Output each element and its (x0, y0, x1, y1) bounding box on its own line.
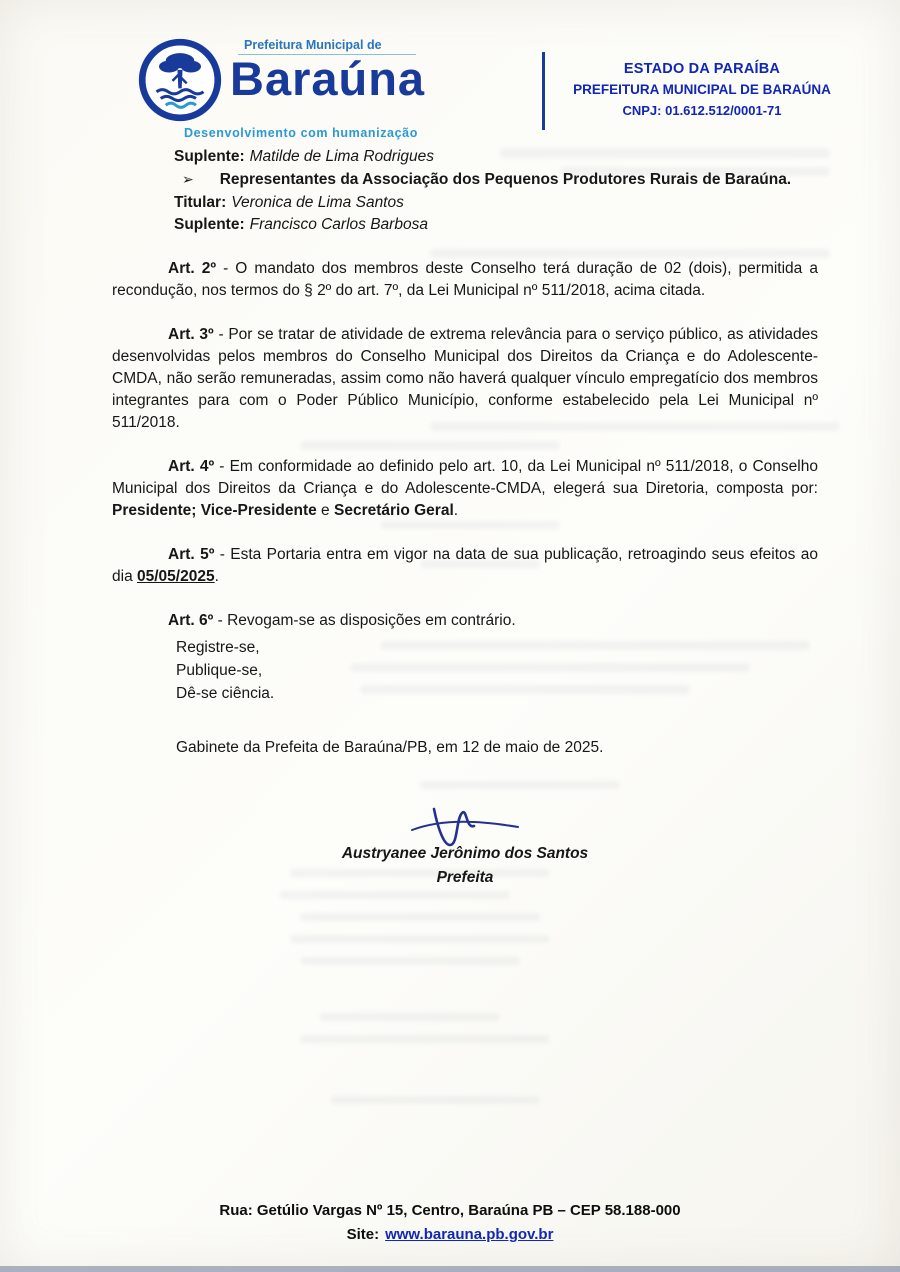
document-body (112, 146, 818, 889)
roster-label: Suplente: (174, 148, 245, 165)
article-5-paragraph (112, 544, 818, 588)
mayor-title: Prefeita (436, 869, 494, 886)
article-5-label: Art. 5º (168, 546, 215, 563)
office-municipality: PREFEITURA MUNICIPAL DE BARAÚNA (573, 82, 831, 98)
article-5-text: - Esta Portaria entra em vigor na data de sua publicação, retroagindo seus efeitos ao dia (112, 546, 818, 585)
mayor-name: Austryanee Jerônimo dos Santos (341, 845, 589, 862)
article-4-paragraph (112, 456, 818, 522)
bleed-artifact (300, 1035, 550, 1043)
roster-label: Titular: (174, 194, 227, 211)
council-roster (174, 146, 818, 236)
footer-site-line (0, 1226, 900, 1243)
municipal-emblem-icon (138, 38, 222, 122)
logo-title: Baraúna (230, 52, 426, 105)
article-6-paragraph (112, 610, 818, 632)
bleed-artifact (330, 1096, 540, 1104)
roster-suplente-1 (174, 146, 818, 168)
roster-value: Matilde de Lima Rodrigues (249, 148, 434, 165)
article-6-label: Art. 6º (168, 612, 214, 629)
gabinete-dateline: Gabinete da Prefeita de Baraúna/PB, em 12 de maio de 2025. (176, 739, 604, 756)
article-4-text: . (453, 502, 459, 519)
bleed-artifact (280, 891, 510, 899)
bleed-artifact (320, 1013, 500, 1021)
signature-block (112, 803, 818, 889)
bleed-artifact (300, 957, 520, 965)
header-divider (542, 52, 545, 130)
roster-group-text: Representantes da Associação dos Pequenos Produtores Rurais de Baraúna. (219, 171, 792, 188)
roster-value: Francisco Carlos Barbosa (249, 216, 428, 233)
document-footer (0, 1202, 900, 1243)
article-2-paragraph (112, 258, 818, 302)
logo-text-block (230, 36, 426, 105)
roster-titular (174, 192, 818, 214)
article-4-bold-secretary: Secretário Geral (333, 502, 454, 519)
roster-group-heading (182, 169, 818, 191)
article-2-text: - O mandato dos membros deste Conselho terá duração de 02 (dois), permitida a recondução, nos termos do § 2º do art. 7º, da Lei Municipal nº 511/2018, acima citada. (112, 260, 818, 299)
office-cnpj: CNPJ: 01.612.512/0001-71 (622, 103, 782, 119)
closing-ciencia: Dê-se ciência. (176, 685, 275, 702)
article-3-label: Art. 3º (168, 326, 214, 343)
article-4-text: - Em conformidade ao definido pelo art. 10, da Lei Municipal nº 511/2018, o Conselho Municipal dos Direitos da Criança e do Adolescente-CMDA, elegerá sua Diretoria, composta por: (112, 458, 818, 497)
article-5-effective-date: 05/05/2025 (137, 568, 215, 585)
site-label: Site: (346, 1226, 380, 1243)
roster-label: Suplente: (174, 216, 245, 233)
bleed-artifact (300, 913, 540, 921)
article-3-paragraph (112, 324, 818, 434)
article-4-label: Art. 4º (168, 458, 215, 475)
arrow-bullet-icon: ➢ (182, 171, 194, 187)
article-5-text: . (214, 568, 219, 585)
office-info-block (558, 58, 846, 122)
logo-tagline: Desenvolvimento com humanização (184, 126, 418, 140)
article-3-text: - Por se tratar de atividade de extrema relevância para o serviço público, as atividades desenvolvidas pelos membros do Conselho Municipal dos Direitos da Criança e do Adolescente-CMDA, não serão remuneradas, assim como não haverá qualquer vínculo empregatício dos membros integrantes para com o Poder Público Município, conforme estabelecido pela Lei Municipal nº 511/2018. (112, 326, 818, 431)
footer-address: Rua: Getúlio Vargas Nº 15, Centro, Baraúna PB – CEP 58.188-000 (219, 1202, 681, 1219)
office-state: ESTADO DA PARAÍBA (623, 61, 781, 77)
closing-registre: Registre-se, (176, 639, 260, 656)
logo-pretitle: Prefeitura Municipal de (238, 38, 416, 55)
letterhead (138, 36, 842, 144)
closing-publique: Publique-se, (176, 662, 263, 679)
article-4-bold-roles: Presidente; Vice-Presidente (112, 502, 317, 519)
scan-bottom-edge (0, 1266, 900, 1272)
roster-suplente-2 (174, 214, 818, 236)
site-link[interactable]: www.barauna.pb.gov.br (385, 1226, 554, 1243)
article-2-label: Art. 2º (168, 260, 217, 277)
article-4-text: e (316, 502, 334, 519)
article-6-text: - Revogam-se as disposições em contrário. (213, 612, 516, 629)
roster-value: Veronica de Lima Santos (231, 194, 404, 211)
bleed-artifact (290, 935, 550, 943)
